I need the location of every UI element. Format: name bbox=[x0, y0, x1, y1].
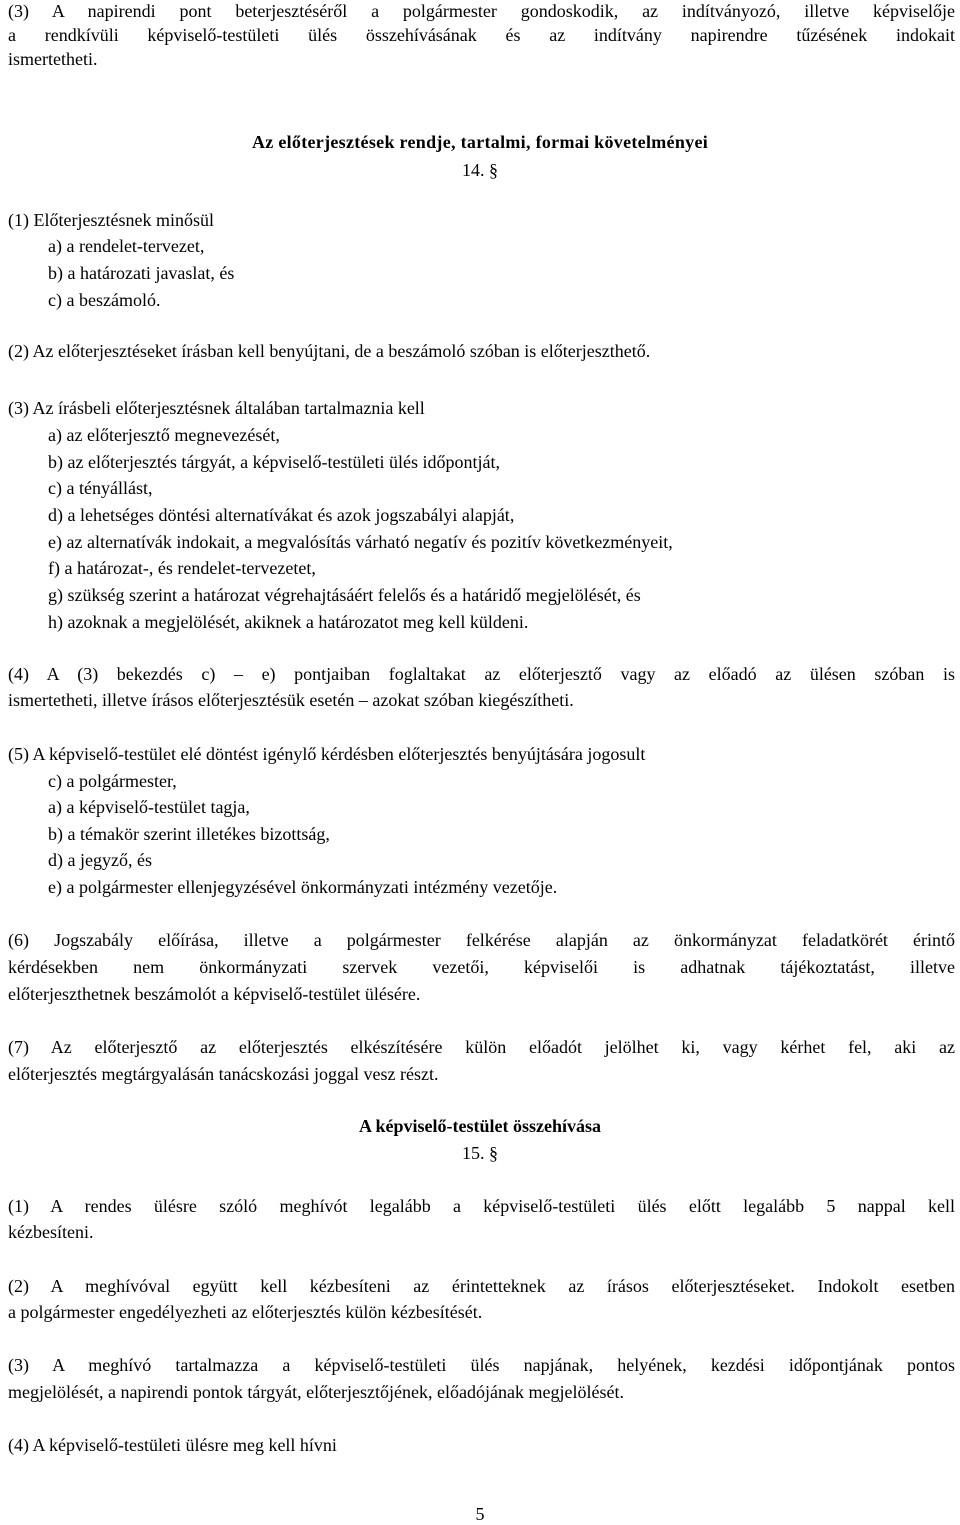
s14-p3-item-d: d) a lehetséges döntési alternatívákat és azok jogszabályi alapját, bbox=[48, 505, 515, 525]
s15-p1-line-1: (1) A rendes ülésre szóló meghívót legalább a képviselő-testületi ülés előtt legalább 5 nappal kell bbox=[8, 1196, 955, 1216]
s14-p1-item-c: c) a beszámoló. bbox=[48, 290, 161, 310]
section-15-number: 15. § bbox=[462, 1143, 498, 1163]
s14-p3-item-f: f) a határozat-, és rendelet-tervezetet, bbox=[48, 558, 316, 578]
s14-p1-item-a: a) a rendelet-tervezet, bbox=[48, 236, 205, 256]
s15-p2-line-1: (2) A meghívóval együtt kell kézbesíteni az érintetteknek az írásos előterjesztéseket. Indokolt esetben bbox=[8, 1276, 955, 1296]
s14-p5-item-1: c) a polgármester, bbox=[48, 771, 177, 791]
s14-p6-line-1: (6) Jogszabály előírása, illetve a polgármester felkérése alapján az önkormányzat feladatkörét érintő bbox=[8, 930, 955, 950]
s14-p5-item-3: b) a témakör szerint illetékes bizottság, bbox=[48, 824, 330, 844]
s14-p5-item-4: d) a jegyző, és bbox=[48, 850, 152, 870]
intro-line-2: a rendkívüli képviselő-testületi ülés összehívásának és az indítvány napirendre tűzésének indokait bbox=[8, 25, 955, 45]
s14-p7-line-1: (7) Az előterjesztő az előterjesztés elkészítésére külön előadót jelölhet ki, vagy kérhet fel, aki az bbox=[8, 1037, 955, 1057]
s15-p4: (4) A képviselő-testületi ülésre meg kell hívni bbox=[8, 1435, 337, 1455]
s15-p3-line-2: megjelölését, a napirendi pontok tárgyát, előterjesztőjének, előadójának megjelölését. bbox=[8, 1382, 624, 1402]
s15-p3-line-1: (3) A meghívó tartalmazza a képviselő-testületi ülés napjának, helyének, kezdési időpontjának pontos bbox=[8, 1355, 955, 1375]
s14-p6-line-2: kérdésekben nem önkormányzati szervek vezetői, képviselői is adhatnak tájékoztatást, illetve bbox=[8, 957, 955, 977]
intro-line-3: ismertetheti. bbox=[8, 49, 98, 69]
section-15-title: A képviselő-testület összehívása bbox=[359, 1116, 601, 1136]
s14-p3-item-g: g) szükség szerint a határozat végrehajtásáért felelős és a határidő megjelölését, és bbox=[48, 585, 641, 605]
s14-p3-item-a: a) az előterjesztő megnevezését, bbox=[48, 425, 280, 445]
page-number: 5 bbox=[475, 1504, 485, 1524]
section-14-number: 14. § bbox=[462, 160, 498, 180]
s14-p3-item-h: h) azoknak a megjelölését, akiknek a határozatot meg kell küldeni. bbox=[48, 612, 529, 632]
s15-p2-line-2: a polgármester engedélyezheti az előterjesztés külön kézbesítését. bbox=[8, 1302, 483, 1322]
s14-p1-item-b: b) a határozati javaslat, és bbox=[48, 263, 235, 283]
s15-p1-line-2: kézbesíteni. bbox=[8, 1222, 94, 1242]
s14-p1-lead: (1) Előterjesztésnek minősül bbox=[8, 210, 214, 230]
s14-p5-item-2: a) a képviselő-testület tagja, bbox=[48, 797, 250, 817]
s14-p3-item-e: e) az alternatívák indokait, a megvalósítás várható negatív és pozitív következményeit, bbox=[48, 532, 673, 552]
s14-p7-line-2: előterjesztés megtárgyalásán tanácskozási joggal vesz részt. bbox=[8, 1064, 439, 1084]
s14-p4-line-2: ismertetheti, illetve írásos előterjesztésük esetén – azokat szóban kiegészítheti. bbox=[8, 690, 574, 710]
s14-p5-item-5: e) a polgármester ellenjegyzésével önkormányzati intézmény vezetője. bbox=[48, 877, 558, 897]
s14-p3-item-c: c) a tényállást, bbox=[48, 478, 153, 498]
s14-p2: (2) Az előterjesztéseket írásban kell benyújtani, de a beszámoló szóban is előterjeszthető. bbox=[8, 341, 651, 361]
s14-p5-lead: (5) A képviselő-testület elé döntést igénylő kérdésben előterjesztés benyújtására jogosult bbox=[8, 744, 646, 764]
intro-line-1: (3) A napirendi pont beterjesztéséről a polgármester gondoskodik, az indítványozó, illetve képviselője bbox=[8, 1, 955, 21]
s14-p3-lead: (3) Az írásbeli előterjesztésnek általában tartalmaznia kell bbox=[8, 398, 425, 418]
section-14-title: Az előterjesztések rendje, tartalmi, formai követelményei bbox=[251, 132, 709, 152]
s14-p4-line-1: (4) A (3) bekezdés c) – e) pontjaiban foglaltakat az előterjesztő vagy az előadó az ülésen szóban is bbox=[8, 664, 955, 684]
s14-p6-line-3: előterjeszthetnek beszámolót a képviselő-testület ülésére. bbox=[8, 984, 421, 1004]
s14-p3-item-b: b) az előterjesztés tárgyát, a képviselő-testületi ülés időpontját, bbox=[48, 452, 501, 472]
